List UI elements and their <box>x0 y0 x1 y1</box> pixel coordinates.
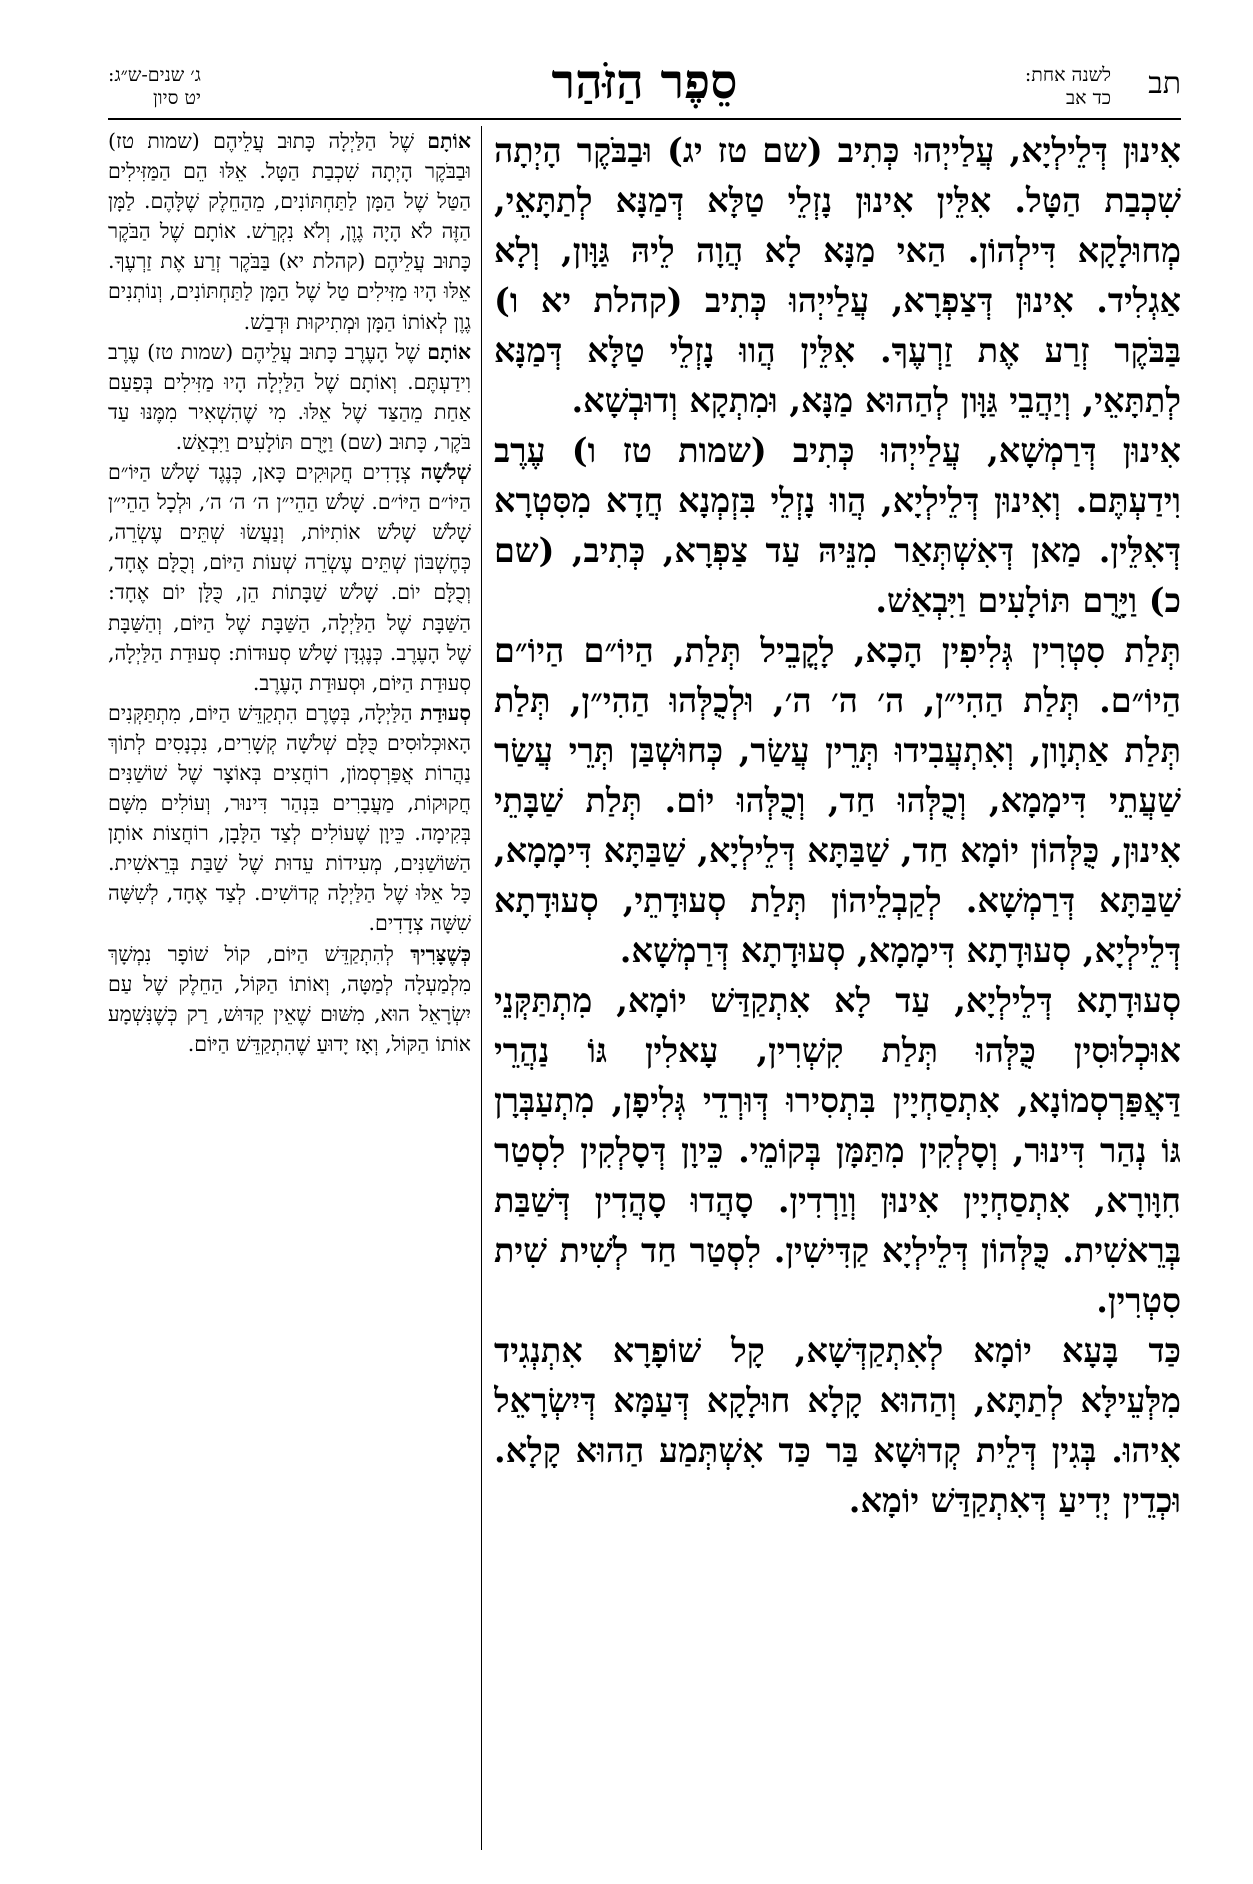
header-study-schedule-left <box>108 64 201 110</box>
column-divider <box>481 126 482 1850</box>
side-text-2: שֶׁל הָעֶרֶב כָּתוּב עֲלֵיהֶם (שמות טז) עֶרֶב וִידַעְתֶּם. וְאוֹתָם שֶׁל הַלַּיְלָה הָיוּ מַזִּילִים בְּפַעַם אַחַת מֵהַצַּד שֶׁל אֵלּוּ. מִי שֶׁהִשְׁאִיר מִמֶּנּוּ עַד בֹּקֶר, כָּתוּב (שם) וַיָּרֻם תּוֹלָעִים וַיִּבְאַשׁ. <box>108 339 471 454</box>
main-paragraph-4: סְעוּדָתָא דְּלֵילְיָא, עַד לָא אִתְקַדַּשׁ יוֹמָא, מִתְתַּקְּנֵי אוּכְלוּסִין כֻּלְּהוּ תְּלַת קִשְׁרִין, עָאלִין גּוֹ נַהֲרֵי דַּאֲפַּרְסְמוֹנָא, אִתְסַחְיָין בִּתְסִירוּ דְּוּרְדֵי גְּלִיפָן, מִתְעַבְּרָן גּוֹ נְהַר דִּינוּר, וְסָלְקִין מִתַּמָּן בְּקוֹמֵי. כֵּיוָן דְּסָלְקִין לִסְטַר חִוָּורָא, אִתְסַחְיָין אִינוּן וְוַרְדִין. סָהֲדוּ סָהֲדִין דְּשַׁבַּת בְּרֵאשִׁית. כֻּלְּהוֹן דְּלֵילְיָא קַדִּישִׁין. לִסְטַר חַד לְשִׁית שִׁית סִטְרִין. <box>494 981 1181 1320</box>
hebrew-translation-column <box>108 126 471 1850</box>
side-lead-word-1: אוֹתָם <box>427 129 471 153</box>
page-number: תב <box>1148 66 1181 101</box>
side-text-1: שֶׁל הַלַּיְלָה כָּתוּב עֲלֵיהֶם (שמות טז) וּבַבֹּקֶר הָיְתָה שִׁכְבַת הַטָּל. אֵלּוּ הֵם הַמַּזִּילִים הַטַּל שֶׁל הַמָּן לַתַּחְתּוֹנִים, מֵהַחֵלֶק שֶׁלָּהֶם. לַמָּן הַזֶּה לֹא הָיָה גֶוֶן, וְלֹא נִקְרַשׁ. אוֹתָם שֶׁל הַבֹּקֶר כָּתוּב עֲלֵיהֶם (קהלת יא) בַּבֹּקֶר זְרַע אֶת זַרְעֶךָ. אֵלּוּ הָיוּ מַזִּילִים טַל שֶׁל הַמָּן לַתַּחְתּוֹנִים, וְנוֹתְנִים גֶוֶן לְאוֹתוֹ הַמָּן וּמְתִיקוּת וּדְבַשׁ. <box>108 129 471 334</box>
side-lead-word-3: שְׁלֹשָׁה <box>420 460 471 485</box>
side-text-3: צְדָדִים חֲקוּקִים כָּאן, כְּנֶגֶד שָׁלֹשׁ הַיּוֹ״ם הַיּוֹ״ם הַיּוֹ״ם. שָׁלֹשׁ הַהֵי״ן ה׳ ה׳ ה׳, וּלְכָל הַהֵי״ן שָׁלֹשׁ שָׁלֹשׁ אוֹתִיּוֹת, וְנַעֲשׂוּ שְׁתֵּים עֶשְׂרֵה, כְּחֶשְׁבּוֹן שְׁתֵּים עֶשְׂרֵה שְׁעוֹת הַיּוֹם, וְכֻלָּם אֶחָד, וְכֻלָּם יוֹם. שָׁלֹשׁ שַׁבָּתוֹת הֵן, כֻּלָּן יוֹם אֶחָד: הַשַּׁבָּת שֶׁל הַלַּיְלָה, הַשַּׁבָּת שֶׁל הַיּוֹם, וְהַשַּׁבָּת שֶׁל הָעֶרֶב. כְּנֶגְדָּן שָׁלֹשׁ סְעוּדוֹת: סְעוּדַת הַלַּיְלָה, סְעוּדַת הַיּוֹם, וּסְעוּדַת הָעֶרֶב. <box>108 460 471 695</box>
schedule-three-years: ג׳ שנים-ש״ג: <box>108 64 201 86</box>
header-divider <box>108 118 1181 120</box>
main-paragraph-2: אִינוּן דְּרַמְשָׁא, עֲלַייְהוּ כְּתִיב (שמות טז ו) עֶרֶב וִידַעְתֶּם. וְאִינוּן דְּלֵילְיָא, הֲווּ נָזְלֵי בִּזְמְנָא חֲדָא מִסִּטְרָא דְּאִלֵּין. מַאן דְּאִשְׁתְּאַר מִנֵּיהּ עַד צַפְרָא, כְּתִיב, (שם כ) וַיָּרֻם תּוֹלָעִים וַיִּבְאַשׁ. <box>494 431 1181 620</box>
main-paragraph-1: אִינוּן דְּלֵילְיָא, עֲלַייְהוּ כְּתִיב (שם טז יג) וּבַבֹּקֶר הָיְתָה שִׁכְבַת הַטָּל. אִלֵּין אִינוּן נָזְלֵי טַלָּא דְּמַנָּא לְתַתָּאֵי, מְחוּלָקָא דִּילְהוֹן. הַאי מַנָּא לָא הֲוָה לֵיהּ גַּוָּון, וְלָא אַגְלִיד. אִינוּן דְּצַפְרָא, עֲלַייְהוּ כְּתִיב (קהלת יא ו) בַּבֹּקֶר זְרַע אֶת זַרְעֶךָ. אִלֵּין הֲווּ נָזְלֵי טַלָּא דְּמַנָּא לְתַתָּאֵי, וְיַהֲבֵי גַּוָּון לְהַהוּא מַנָּא, וּמִתְקָא וְדוּבְשָׁא. <box>494 131 1181 420</box>
schedule-one-year: לשנה אחת: <box>1024 64 1111 86</box>
schedule-three-years-date: יט סיון <box>152 87 201 109</box>
side-lead-word-5: כְּשֶׁצָּרִיךְ <box>410 941 471 966</box>
side-paragraph-3 <box>108 457 471 698</box>
side-paragraph-2 <box>108 337 471 457</box>
main-paragraph-3: תְּלַת סִטְרִין גְּלִיפִין הָכָא, לָקֳבֵיל תְּלַת, הַיוֹ״ם הַיוֹ״ם הַיוֹ״ם. תְּלַת הַהִי״ן, ה׳ ה׳ ה׳, וּלְכֻלְּהוּ הַהִי״ן, תְּלַת תְּלַת אַתְוָון, וְאִתְעֲבִידוּ תְּרֵין עֲשַׂר, כְּחוּשְׁבַּן תְּרֵי עֲשַׂר שַׁעֲתֵי דִּימָמָא, וְכֻלְּהוּ חַד, וְכֻלְּהוּ יוֹם. תְּלַת שַׁבָּתֵי אִינוּן, כֻּלְּהוֹן יוֹמָא חַד, שַׁבַּתָּא דְּלֵילְיָא, שַׁבַּתָּא דִּימָמָא, שַׁבַּתָּא דְּרַמְשָׁא. לְקַבְלֵיהוֹן תְּלַת סְעוּדָתֵי, סְעוּדָתָא דְּלֵילְיָא, סְעוּדָתָא דִּימָמָא, סְעוּדָתָא דְּרַמְשָׁא. <box>494 631 1181 970</box>
side-paragraph-4 <box>108 698 471 939</box>
schedule-one-year-date: כד אב <box>1065 87 1111 109</box>
side-lead-word-2: אוֹתָם <box>427 339 471 364</box>
page-header <box>108 54 1181 118</box>
side-paragraph-5 <box>108 939 471 1059</box>
side-paragraph-1 <box>108 126 471 337</box>
aramaic-main-column <box>494 126 1181 1850</box>
book-title: סֵפֶר הַזֹּהַר <box>551 54 738 110</box>
main-paragraph-5: כַּד בָּעָא יוֹמָא לְאִתְקַדְּשָׁא, קָל שׁוֹפָרָא אִתְנְגִיד מִלְּעֵילָּא לְתַתָּא, וְהַהוּא קָלָא חוּלָקָא דְּעַמָּא דְּיִשְׂרָאֵל אִיהוּ. בְּגִין דְּלֵית קְדוּשָׁא בַּר כַּד אִשְׁתְּמַע הַהוּא קָלָא. וּכְדֵין יְדִיעַ דְּאִתְקַדַּשׁ יוֹמָא. <box>494 1331 1181 1520</box>
side-lead-word-4: סְעוּדַת <box>420 700 471 725</box>
side-text-5: לְהִתְקַדֵּשׁ הַיּוֹם, קוֹל שׁוֹפָר נִמְשָׁךְ מִלְמַעְלָה לְמַטָּה, וְאוֹתוֹ הַקּוֹל, הַחֵלֶק שֶׁל עַם יִשְׂרָאֵל הוּא, מִשּׁוּם שֶׁאֵין קִדּוּשׁ, רַק כְּשֶׁנִּשְׁמָע אוֹתוֹ הַקּוֹל, וְאָז יָדוּעַ שֶׁהִתְקַדֵּשׁ הַיּוֹם. <box>108 941 471 1056</box>
side-text-4: הַלַּיְלָה, בְּטֶרֶם הִתְקַדֵּשׁ הַיּוֹם, מִתְתַּקְּנִים הָאוּכְלוּסִים כֻּלָּם שְׁלֹשָׁה קְשָׁרִים, נִכְנָסִים לְתוֹךְ נַהֲרוֹת אֲפַּרְסְמוֹן, רוֹחֲצִים בְּאוֹצָר שֶׁל שׁוֹשַׁנִּים חֲקוּקוֹת, מַעֲבָרִים בִּנְהַר דִּינוּר, וְעוֹלִים מִשָּׁם בְּקִימָה. כֵּיוָן שֶׁעוֹלִים לְצַד הַלָּבָן, רוֹחֲצוֹת אוֹתָן הַשּׁוֹשַׁנִּים, מְעִידוֹת עֵדוּת שֶׁל שַׁבַּת בְּרֵאשִׁית. כָּל אֵלּוּ שֶׁל הַלַּיְלָה קְדוֹשִׁים. לְצַד אֶחָד, לְשִׁשָּׁה שִׁשָּׁה צְדָדִים. <box>108 700 471 936</box>
